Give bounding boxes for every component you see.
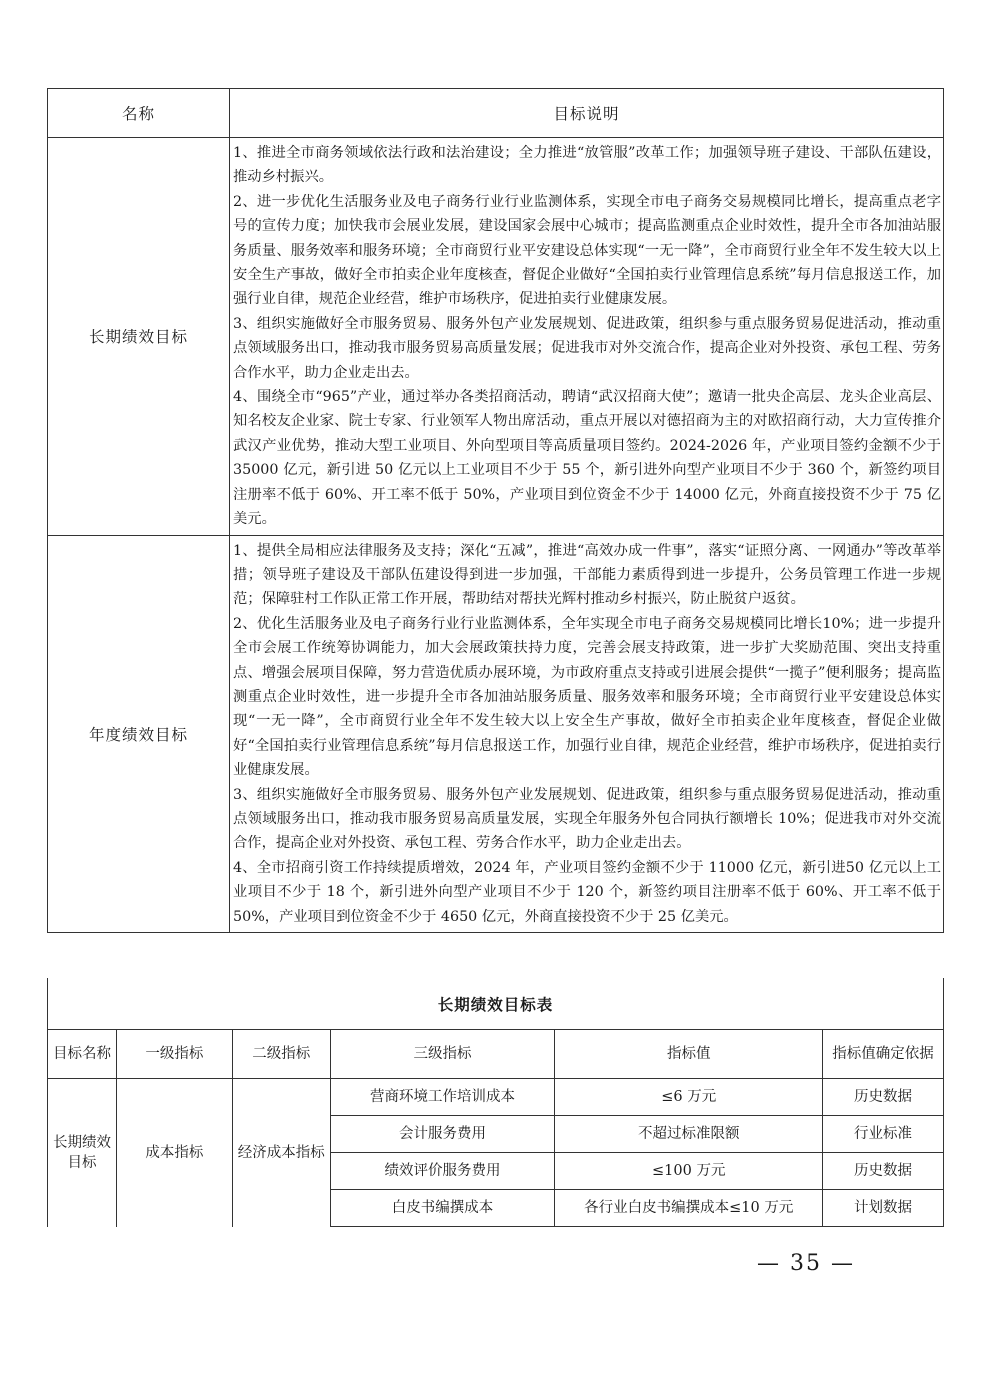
value-cell: ≤6 万元	[555, 1079, 823, 1116]
row-name-annual: 年度绩效目标	[48, 535, 230, 933]
header-target-name: 目标名称	[48, 1030, 117, 1079]
paragraph: 1、推进全市商务领域依法行政和法治建设；全力推进“放管服”改革工作；加强领导班子建设、干部队伍建设，推动乡村振兴。	[233, 145, 941, 186]
paragraph: 3、组织实施做好全市服务贸易、服务外包产业发展规划、促进政策，组织参与重点服务贸易促进活动，推动重点领域服务出口，推动我市服务贸易高质量发展；促进我市对外交流合作，提高企业对外投资、承包工程、劳务合作水平，助力企业走出去。	[233, 315, 941, 381]
paragraph: 2、优化生活服务业及电子商务行业行业监测体系，全年实现全市电子商务交易规模同比增长10%；进一步提升全市会展工作统筹协调能力，加大会展政策扶持力度，完善会展支持政策，进一步扩大奖励范围、突出支持重点、增强会展项目保障，努力营造优质办展环境，为市政府重点支持或引进展会提供“一揽子”便利服务；提高监测重点企业时效性，进一步提升全市各加油站服务质量、服务效率和服务环境；全市商贸行业平安建设总体实现“一无一降”，全市商贸行业全年不发生较大以上安全生产事故，做好全市拍卖企业年度核查，督促企业做好“全国拍卖行业管理信息系统”每月信息报送工作，加强行业自律，规范企业经营，维护市场秩序，促进拍卖行业健康发展。	[233, 615, 941, 779]
table-row	[48, 535, 944, 933]
header-level3: 三级指标	[330, 1030, 555, 1079]
table-row	[48, 1079, 944, 1116]
value-cell: ≤100 万元	[555, 1153, 823, 1190]
header-level2: 二级指标	[232, 1030, 330, 1079]
table-row	[48, 138, 944, 536]
goal-description-table	[47, 88, 944, 933]
level3-cell: 营商环境工作培训成本	[330, 1079, 555, 1116]
header-value: 指标值	[555, 1030, 823, 1079]
table-header-row	[48, 1030, 944, 1079]
row-description-annual	[230, 535, 944, 933]
table-header-row	[48, 89, 944, 138]
paragraph: 1、提供全局相应法律服务及支持；深化“五减”，推进“高效办成一件事”，落实“证照分离、一网通办”等改革举措；领导班子建设及干部队伍建设得到进一步加强，干部能力素质得到进一步提升，公务员管理工作进一步规范；保障驻村工作队正常工作开展，帮助结对帮扶光辉村推动乡村振兴，防止脱贫户返贫。	[233, 542, 941, 608]
header-basis: 指标值确定依据	[823, 1030, 944, 1079]
basis-cell: 计划数据	[823, 1190, 944, 1227]
header-name: 名称	[48, 89, 230, 138]
row-description-long-term	[230, 138, 944, 536]
level3-cell: 会计服务费用	[330, 1116, 555, 1153]
basis-cell: 行业标准	[823, 1116, 944, 1153]
target-name-cell: 长期绩效目标	[48, 1079, 117, 1227]
long-term-table-title-band	[47, 978, 944, 1029]
value-cell: 不超过标准限额	[555, 1116, 823, 1153]
page-number: — 35 —	[757, 1251, 855, 1276]
level3-cell: 绩效评价服务费用	[330, 1153, 555, 1190]
basis-cell: 历史数据	[823, 1153, 944, 1190]
level1-cell: 成本指标	[116, 1079, 232, 1227]
paragraph: 3、组织实施做好全市服务贸易、服务外包产业发展规划、促进政策，组织参与重点服务贸易促进活动，推动重点领域服务出口，推动我市服务贸易高质量发展，实现全年服务外包合同执行额增长 10%；促进我市对外交流合作，提高企业对外投资、承包工程、劳务合作水平，助力企业走出去。	[233, 786, 941, 852]
basis-cell: 历史数据	[823, 1079, 944, 1116]
long-term-table-title: 长期绩效目标表	[437, 996, 554, 1014]
paragraph: 4、围绕全市“965”产业，通过举办各类招商活动，聘请“武汉招商大使”；邀请一批央企高层、龙头企业高层、知名校友企业家、院士专家、行业领军人物出席活动，重点开展以对德招商为主的对欧招商行动，大力宣传推介武汉产业优势，推动大型工业项目、外向型项目等高质量项目签约。2024-2026 年，产业项目签约金额不少于 35000 亿元，新引进 50 亿元以上工业项目不少于 55 个，新引进外向型产业项目不少于 360 个，新签约项目注册率不低于 60%、开工率不低于 50%，产业项目到位资金不少于 14000 亿元，外商直接投资不少于 75 亿美元。	[233, 389, 941, 528]
row-name-long-term: 长期绩效目标	[48, 138, 230, 536]
paragraph: 4、全市招商引资工作持续提质增效，2024 年，产业项目签约金额不少于 11000 亿元，新引进50 亿元以上工业项目不少于 18 个，新引进外向型产业项目不少于 120 个，新签约项目注册率不低于 60%、开工率不低于 50%，产业项目到位资金不少于 4650 亿元，外商直接投资不少于 25 亿美元。	[233, 859, 941, 925]
header-description: 目标说明	[230, 89, 944, 138]
level2-cell: 经济成本指标	[232, 1079, 330, 1227]
paragraph: 2、进一步优化生活服务业及电子商务行业行业监测体系，实现全市电子商务交易规模同比增长，提高重点老字号的宣传力度；加快我市会展业发展，建设国家会展中心城市；提高监测重点企业时效性，提升全市各加油站服务质量、服务效率和服务环境；全市商贸行业平安建设总体实现“一无一降”，全市商贸行业全年不发生较大以上安全生产事故，做好全市拍卖企业年度核查，督促企业做好“全国拍卖行业管理信息系统”每月信息报送工作，加强行业自律，规范企业经营，维护市场秩序，促进拍卖行业健康发展。	[233, 193, 941, 308]
header-level1: 一级指标	[116, 1030, 232, 1079]
level3-cell: 白皮书编撰成本	[330, 1190, 555, 1227]
value-cell: 各行业白皮书编撰成本≤10 万元	[555, 1190, 823, 1227]
long-term-goal-table	[47, 1029, 944, 1227]
